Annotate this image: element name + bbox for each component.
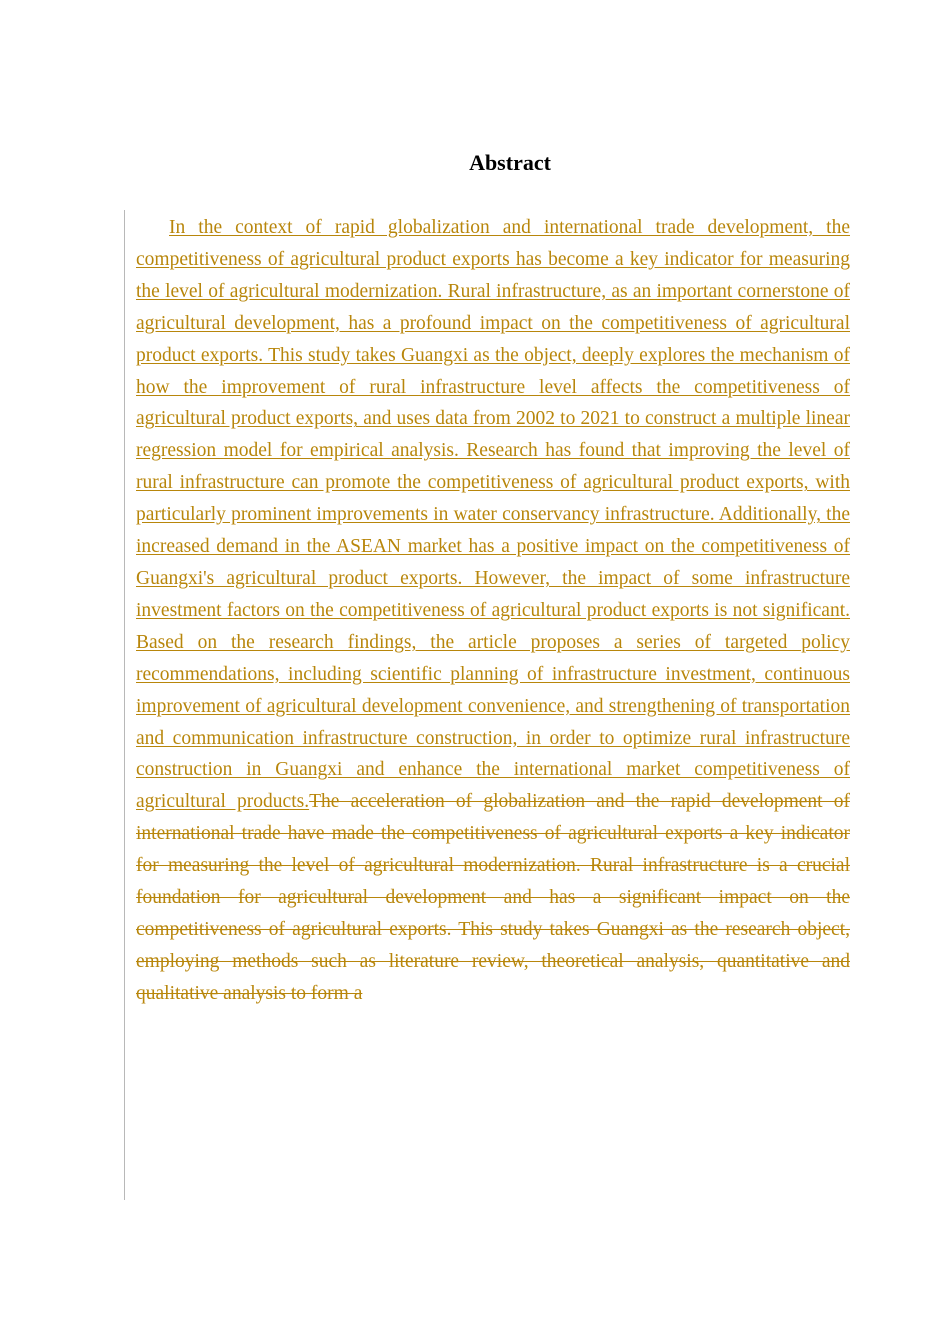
page-title: Abstract (469, 150, 551, 175)
abstract-paragraph (136, 212, 850, 1010)
change-bar (124, 210, 125, 1200)
deleted-text: The acceleration of globalization and the rapid development of international trade have made the competitiveness of agricultural exports a key indicator for measuring the level of agricultural modernization. Rural infrastructure is a crucial foundation for agricultural development and has a significant impact on the competitiveness of agricultural exports. This study takes Guangxi as the research object, employing methods such as literature review, theoretical analysis, quantitative and qualitative analysis to form a (136, 791, 850, 1004)
inserted-text: In the context of rapid globalization and international trade development, the competitiveness of agricultural product exports has become a key indicator for measuring the level of agricultural modernization. Rural infrastructure, as an important cornerstone of agricultural development, has a profound impact on the competitiveness of agricultural product exports. This study takes Guangxi as the object, deeply explores the mechanism of how the improvement of rural infrastructure level affects the competitiveness of agricultural product exports, and uses data from 2002 to 2021 to construct a multiple linear regression model for empirical analysis. Research has found that improving the level of rural infrastructure can promote the competitiveness of agricultural product exports, with particularly prominent improvements in water conservancy infrastructure. Additionally, the increased demand in the ASEAN market has a positive impact on the competitiveness of Guangxi's agricultural product exports. However, the impact of some infrastructure investment factors on the competitiveness of agricultural product exports is not significant. Based on the research findings, the article proposes a series of targeted policy recommendations, including scientific planning of infrastructure investment, continuous improvement of agricultural development convenience, and strengthening of transportation and communication infrastructure construction, in order to optimize rural infrastructure construction in Guangxi and enhance the international market competitiveness of agricultural products. (136, 217, 850, 813)
